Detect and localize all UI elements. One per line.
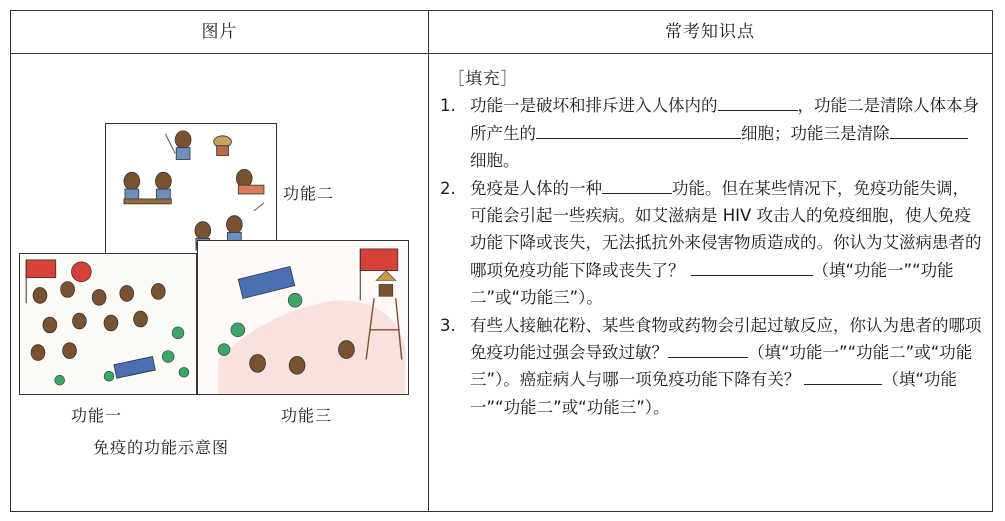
q1-text-a: 功能一是破坏和排斥进入人体内的 [470, 96, 718, 116]
answer-blank[interactable] [691, 257, 813, 276]
function3-scene-icon [198, 241, 408, 394]
knowledge-cell [430, 53, 992, 511]
knowledge-table [10, 10, 993, 512]
illustration-function3 [197, 240, 409, 395]
label-function3: 功能三 [281, 406, 333, 425]
answer-blank[interactable] [890, 120, 968, 139]
q3-text-a: 有些人接触花粉、某些食物或药物会引起过敏反应，你认为患者的哪项免疫功能过强会导致过敏？ [470, 315, 982, 363]
label-function1: 功能一 [71, 406, 123, 425]
figure-caption: 免疫的功能示意图 [92, 438, 229, 457]
q2-text-c: （填“功能一”“功能二”或“功能三”）。 [470, 260, 954, 308]
q1-text-c: 细胞；功能三是清除 [741, 123, 890, 143]
q1-text-d: 细胞。 [470, 151, 520, 171]
answer-blank[interactable] [804, 366, 882, 385]
section-title: ［填充］ [448, 69, 518, 88]
header-picture: 图片 [201, 22, 238, 42]
answer-blank[interactable] [602, 175, 672, 194]
column-divider [428, 11, 429, 511]
q3-text-c: （填“功能一”“功能二”或“功能三”）。 [470, 370, 957, 417]
header-knowledge: 常考知识点 [665, 22, 755, 42]
answer-blank[interactable] [668, 339, 748, 358]
picture-cell [11, 53, 428, 511]
illustration-function1 [19, 253, 197, 395]
q2-text-b: 功能。但在某些情况下，免疫功能失调，可能会引起一些疾病。如艾滋病是 HIV 攻击人的免疫细胞，使人免疫功能下降或丧失，无法抵抗外来侵害物质造成的。你认为艾滋病患者的哪项免疫功能下降或丧失了？ [470, 178, 982, 280]
question-number: 1. [440, 96, 456, 116]
table-header [11, 11, 992, 54]
answer-blank[interactable] [536, 120, 741, 139]
label-function2: 功能二 [283, 184, 335, 203]
question-1 [440, 92, 982, 174]
q1-text-b: ，功能二是清除人体本身所产生的 [470, 96, 979, 143]
question-2 [440, 175, 982, 312]
q2-text-a: 免疫是人体的一种 [470, 178, 602, 198]
question-3 [440, 312, 982, 422]
function1-scene-icon [20, 254, 196, 394]
q3-text-b: （填“功能一”“功能二”或“功能三”）。癌症病人与哪一项免疫功能下降有关？ [470, 343, 973, 390]
question-number: 2. [440, 178, 456, 198]
answer-blank[interactable] [718, 92, 798, 111]
question-number: 3. [440, 315, 456, 335]
